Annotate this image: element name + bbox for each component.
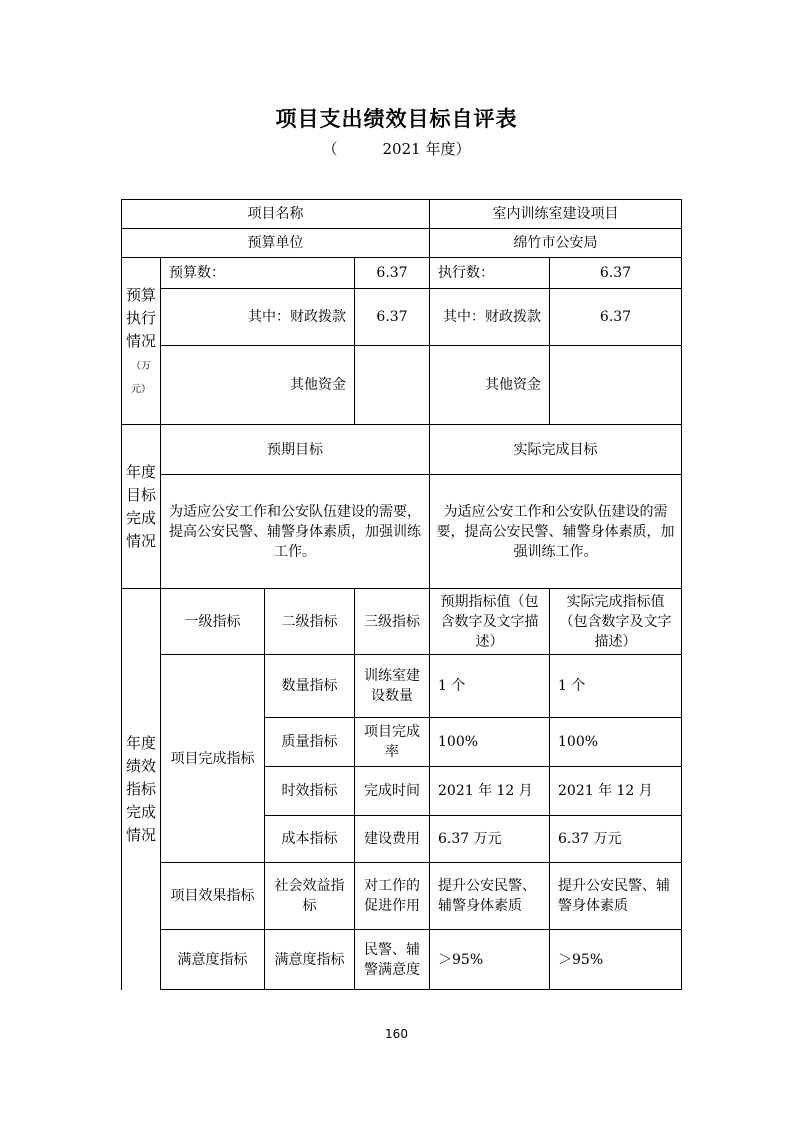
- header-level1: 一级指标: [161, 589, 265, 655]
- other-funds-row: [122, 346, 682, 425]
- budget-count-row: [122, 258, 682, 289]
- subtitle-year: 2021 年度）: [382, 140, 471, 158]
- row-expected: 2021 年 12 月: [430, 767, 550, 816]
- row-actual: 提升公安民警、辅警身体素质: [550, 863, 682, 930]
- row-expected: 100%: [430, 718, 550, 767]
- row-level3: 建设费用: [355, 816, 430, 863]
- row-level2: 质量指标: [265, 718, 355, 767]
- row-level2: 社会效益指标: [265, 863, 355, 930]
- header-actual: 实际完成指标值（包含数字及文字描述）: [550, 589, 682, 655]
- other-value-1: [355, 346, 430, 425]
- fiscal-label-2: 其中：财政拨款: [430, 289, 550, 346]
- header-level3: 三级指标: [355, 589, 430, 655]
- row-actual: 1 个: [550, 655, 682, 718]
- exec-count-label: 执行数：: [430, 258, 550, 289]
- other-value-2: [550, 346, 682, 425]
- page-subtitle: [0, 138, 793, 159]
- page-number: 160: [385, 1027, 408, 1041]
- group-satisfaction-label: 满意度指标: [161, 930, 265, 990]
- row-level3: 训练室建设数量: [355, 655, 430, 718]
- header-expected: 预期指标值（包含数字及文字描述）: [430, 589, 550, 655]
- other-label-1: 其他资金: [161, 346, 355, 425]
- row-expected: ＞95%: [430, 930, 550, 990]
- expected-goal-text: 为适应公安工作和公安队伍建设的需要，提高公安民警、辅警身体素质，加强训练工作。: [161, 475, 430, 589]
- group-completion-label: 项目完成指标: [161, 655, 265, 863]
- row-level3: 完成时间: [355, 767, 430, 816]
- project-name-label: 项目名称: [122, 200, 430, 229]
- row-level3: 对工作的促进作用: [355, 863, 430, 930]
- budget-side-unit: （万元）: [131, 360, 151, 395]
- header-level2: 二级指标: [265, 589, 355, 655]
- row-level2: 数量指标: [265, 655, 355, 718]
- performance-header-row: [122, 589, 682, 655]
- annual-goal-text-row: [122, 475, 682, 589]
- expected-goal-header: 预期目标: [161, 425, 430, 475]
- budget-unit-value: 绵竹市公安局: [430, 229, 682, 258]
- row-level2: 满意度指标: [265, 930, 355, 990]
- annual-goal-header-row: [122, 425, 682, 475]
- row-level3: 民警、辅警满意度: [355, 930, 430, 990]
- row-level2: 成本指标: [265, 816, 355, 863]
- table-row: [122, 930, 682, 990]
- budget-unit-label: 预算单位: [122, 229, 430, 258]
- row-level3: 项目完成率: [355, 718, 430, 767]
- project-name-row: [122, 200, 682, 229]
- other-label-2: 其他资金: [430, 346, 550, 425]
- row-expected: 6.37 万元: [430, 816, 550, 863]
- budget-unit-row: [122, 229, 682, 258]
- page-title: 项目支出绩效目标自评表: [275, 107, 518, 131]
- row-actual: 100%: [550, 718, 682, 767]
- row-expected: 提升公安民警、辅警身体素质: [430, 863, 550, 930]
- budget-side-label: [122, 258, 161, 425]
- fiscal-value-1: 6.37: [355, 289, 430, 346]
- performance-side-label: 年度绩效指标完成情况: [122, 589, 161, 990]
- row-level2: 时效指标: [265, 767, 355, 816]
- annual-goal-side-label: 年度目标完成情况: [122, 425, 161, 589]
- subtitle-open-paren: （: [322, 140, 338, 158]
- row-expected: 1 个: [430, 655, 550, 718]
- budget-count-value: 6.37: [355, 258, 430, 289]
- row-actual: ＞95%: [550, 930, 682, 990]
- fiscal-row: [122, 289, 682, 346]
- fiscal-label-1: 其中：财政拨款: [161, 289, 355, 346]
- group-effect-label: 项目效果指标: [161, 863, 265, 930]
- row-actual: 2021 年 12 月: [550, 767, 682, 816]
- budget-side-text: 预算执行情况: [125, 285, 156, 350]
- project-name-value: 室内训练室建设项目: [430, 200, 682, 229]
- actual-goal-header: 实际完成目标: [430, 425, 682, 475]
- actual-goal-text: 为适应公安工作和公安队伍建设的需要，提高公安民警、辅警身体素质，加强训练工作。: [430, 475, 682, 589]
- table-row: [122, 655, 682, 718]
- table-row: [122, 863, 682, 930]
- fiscal-value-2: 6.37: [550, 289, 682, 346]
- budget-count-label: 预算数：: [161, 258, 355, 289]
- row-actual: 6.37 万元: [550, 816, 682, 863]
- exec-count-value: 6.37: [550, 258, 682, 289]
- evaluation-table: [121, 199, 682, 990]
